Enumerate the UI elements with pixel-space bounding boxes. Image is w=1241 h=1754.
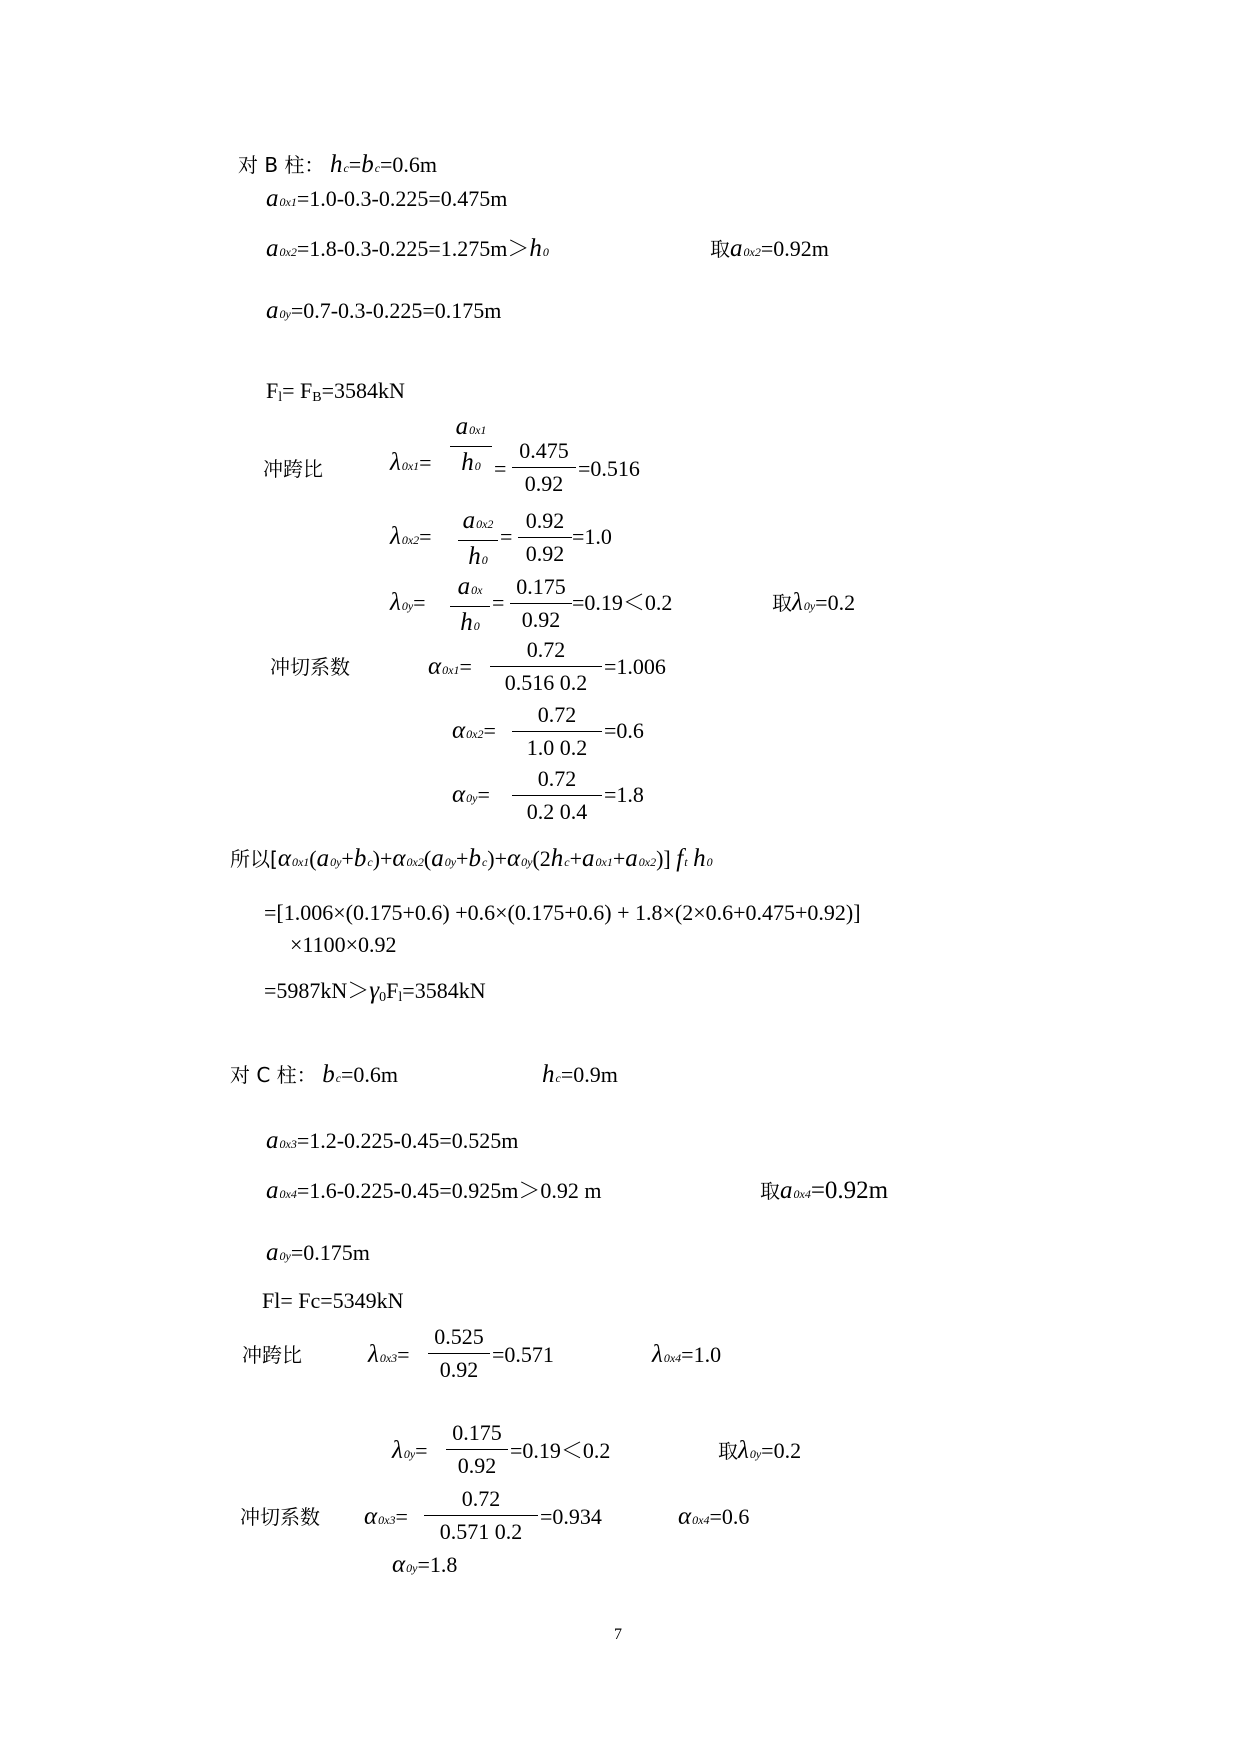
a-subscript: 0x2 <box>279 245 297 259</box>
fraction-numerator <box>450 574 490 603</box>
lambda-subscript: 0x3 <box>379 1351 398 1365</box>
alpha-symbol: α <box>364 1503 378 1530</box>
alpha-0x2-fraction <box>512 702 602 761</box>
lambda-0y-c-lhs <box>392 1438 428 1467</box>
lambda-0y-lhs <box>390 590 426 619</box>
a-symbol: a <box>582 845 595 872</box>
lambda-0y-c-result <box>510 1438 610 1464</box>
take-a0x4 <box>760 1178 888 1207</box>
fraction-denominator <box>450 450 492 479</box>
alpha-symbol: α <box>678 1503 692 1530</box>
gamma-subscript: 0 <box>379 990 387 1005</box>
fraction-denominator: 0.92 <box>524 471 564 496</box>
equals-sign: = <box>492 590 505 615</box>
a0x2-value: =1.8-0.3-0.225=1.275m＞ <box>296 236 530 261</box>
lambda-subscript: 0y <box>749 1447 762 1461</box>
a-subscript: 0x1 <box>595 855 613 869</box>
fraction-numerator: 0.72 <box>537 766 577 791</box>
take-lambda-0y <box>772 590 855 619</box>
result: =0.516 <box>578 456 640 481</box>
a0x1-line <box>266 186 507 215</box>
Fl-text: Fl= Fc=5349kN <box>262 1288 404 1313</box>
a-symbol: a <box>462 507 476 534</box>
heading-label: 对 C 柱： <box>230 1063 317 1087</box>
h-symbol: h <box>550 845 564 872</box>
hc-symbol: h <box>542 1061 555 1088</box>
a-symbol: a <box>730 235 743 262</box>
h-symbol: h <box>693 845 706 872</box>
F-mid: = F <box>282 378 313 403</box>
fraction-numerator: 0.525 <box>434 1324 484 1349</box>
fraction-denominator <box>458 544 498 573</box>
equals: = <box>397 1342 410 1367</box>
lambda-symbol: λ <box>738 1437 749 1464</box>
calc-text: ×1100×0.92 <box>290 932 397 957</box>
a-subscript: 0x2 <box>476 517 494 531</box>
F-symbol: F <box>386 978 399 1003</box>
a0x3-line <box>266 1128 518 1157</box>
f-subscript: t <box>684 855 688 869</box>
alpha-0x4 <box>678 1504 749 1533</box>
equals: = <box>415 1438 428 1463</box>
result: =0.571 <box>492 1342 554 1367</box>
fraction-denominator: 0.92 <box>457 1453 497 1478</box>
fraction-numerator: 0.92 <box>525 508 565 533</box>
lambda-subscript: 0x1 <box>401 459 420 473</box>
a0x4-value: =1.6-0.225-0.45=0.925m＞0.92 m <box>296 1178 602 1203</box>
fraction-bar <box>518 537 572 538</box>
bc-value: =0.6m <box>341 1062 399 1087</box>
fraction-numerator <box>450 414 492 443</box>
a-subscript: 0x <box>471 583 483 597</box>
alpha-0x4-value: =0.6 <box>709 1504 750 1529</box>
fraction-denominator <box>450 610 490 639</box>
lambda-0x3-lhs <box>368 1342 410 1371</box>
fraction-bar <box>512 731 602 732</box>
equals <box>500 524 512 550</box>
a0y-value: =0.175m <box>290 1240 370 1265</box>
lambda-0x4-value: =1.0 <box>681 1342 722 1367</box>
hc-equals: = <box>348 152 362 177</box>
b-subscript: c <box>481 855 488 869</box>
punching-capacity-formula: 所以[α0x1(a0y+bc)+α0x2(a0y+bc)+α0y(2hc+a0x1+a0x2)] ft h0 <box>230 845 713 872</box>
equals-sign: = <box>500 524 513 549</box>
take-label: 取 <box>718 1439 738 1463</box>
h-symbol: h <box>468 543 481 570</box>
a-symbol: a <box>266 297 279 324</box>
a0x1-value: =1.0-0.3-0.225=0.475m <box>296 186 508 211</box>
FB-subscript: B <box>312 390 322 405</box>
heading-label: 对 B 柱： <box>238 153 325 177</box>
section-c-heading <box>230 1062 398 1091</box>
fraction-denominator: 0.2 0.4 <box>526 799 588 824</box>
take-label: 取 <box>772 591 792 615</box>
fraction-denominator: 0.92 <box>521 607 561 632</box>
fraction-denominator: 0.92 <box>525 541 565 566</box>
lambda-symbol: λ <box>390 449 401 476</box>
a-symbol: a <box>780 1177 793 1204</box>
equals: = <box>419 450 432 475</box>
equals-sign: = <box>494 456 507 481</box>
a-subscript: 0y <box>279 307 291 321</box>
alpha-symbol: α <box>392 845 406 872</box>
fraction-bar <box>510 603 572 604</box>
calc-line-3 <box>264 978 486 1011</box>
equals: = <box>477 782 490 807</box>
lambda-0x1-lhs <box>390 450 432 479</box>
alpha-symbol: α <box>277 845 291 872</box>
alpha-symbol: α <box>507 845 521 872</box>
hc-subscript: c <box>555 1071 561 1085</box>
equals: = <box>395 1504 408 1529</box>
lambda-symbol: λ <box>652 1341 663 1368</box>
lambda-subscript: 0y <box>803 599 816 613</box>
calc-text: =3584kN <box>402 978 486 1003</box>
a0y-value: =0.7-0.3-0.225=0.175m <box>290 298 502 323</box>
alpha-0y-fraction <box>512 766 602 825</box>
alpha-subscript: 0y <box>466 791 478 805</box>
equals <box>492 590 504 616</box>
ratio-label: 冲跨比 <box>263 457 323 481</box>
calc-line-1 <box>264 900 861 926</box>
a-subscript: 0x2 <box>743 245 761 259</box>
lambda-subscript: 0y <box>401 599 414 613</box>
ratio-label: 冲跨比 <box>242 1343 302 1367</box>
formula-tail: )] <box>656 846 677 871</box>
a0x2-line <box>266 236 549 265</box>
F-subscript: l <box>398 990 403 1005</box>
a-subscript: 0x1 <box>469 423 487 437</box>
h-subscript: 0 <box>706 855 713 869</box>
lambda-0x2-symbolic-fraction <box>458 508 498 573</box>
bc-symbol: b <box>361 151 374 178</box>
lambda-0x2-result <box>572 524 612 550</box>
equals: = <box>483 718 496 743</box>
fraction-numerator: 0.175 <box>452 1420 502 1445</box>
a-subscript: 0y <box>444 855 457 869</box>
alpha-symbol: α <box>452 717 466 744</box>
a-symbol: a <box>316 845 330 872</box>
calc-line-2 <box>290 932 397 958</box>
a-symbol: a <box>431 845 444 872</box>
alpha-subscript: 0y <box>406 1561 418 1575</box>
alpha-0x2-lhs <box>452 718 496 747</box>
a0x3-value: =1.2-0.225-0.45=0.525m <box>296 1128 519 1153</box>
lambda-0x3-result <box>492 1342 554 1368</box>
a-symbol: a <box>266 1239 279 1266</box>
f-symbol: f <box>676 845 684 872</box>
fraction-denominator: 0.516 0.2 <box>504 670 588 695</box>
hc-symbol: h <box>329 151 343 178</box>
formula-prefix: 所以[ <box>230 847 278 871</box>
take-value: =0.2 <box>815 590 856 615</box>
alpha-0x2-result <box>604 718 644 744</box>
alpha-subscript: 0x3 <box>378 1513 396 1527</box>
alpha-symbol: α <box>392 1551 406 1578</box>
lambda-0x3-fraction <box>428 1324 490 1383</box>
alpha-0y-result <box>604 782 644 808</box>
lambda-0x2-lhs <box>390 524 432 553</box>
coef-label-b <box>270 654 350 680</box>
fraction-bar <box>450 606 490 607</box>
ratio-label-b <box>263 456 323 482</box>
lambda-0y-fraction <box>510 574 572 633</box>
a-subscript: 0x1 <box>279 195 297 209</box>
alpha-0y-value: =1.8 <box>417 1552 458 1577</box>
h-subscript: 0 <box>473 619 480 633</box>
alpha-subscript: 0x4 <box>692 1513 710 1527</box>
fraction-bar <box>450 446 492 447</box>
hc-subscript: c <box>343 161 349 175</box>
a0y-c-line <box>266 1240 370 1269</box>
section-c-hc <box>542 1062 618 1091</box>
fraction-denominator: 0.92 <box>439 1357 479 1382</box>
alpha-0x3-result <box>540 1504 602 1530</box>
lambda-0x1-fraction <box>512 438 576 497</box>
hc-value: =0.9m <box>560 1062 618 1087</box>
a-symbol: a <box>625 845 638 872</box>
alpha-0x1-lhs <box>428 654 472 683</box>
fraction-bar <box>512 467 576 468</box>
lambda-symbol: λ <box>368 1341 379 1368</box>
result: =1.0 <box>572 524 612 549</box>
alpha-0x3-lhs <box>364 1504 408 1533</box>
alpha-symbol: α <box>452 781 466 808</box>
take-lambda-0y-c <box>718 1438 801 1467</box>
calc-text: =[1.006×(0.175+0.6) +0.6×(0.175+0.6) + 1.8×(2×0.6+0.475+0.92)] <box>264 900 861 925</box>
fraction-bar <box>424 1515 538 1516</box>
alpha-symbol: α <box>428 653 442 680</box>
result: =1.006 <box>604 654 666 679</box>
fraction-bar <box>446 1449 508 1450</box>
lambda-0y-symbolic-fraction <box>450 574 490 639</box>
lambda-0y-c-fraction <box>446 1420 508 1479</box>
a-subscript: 0y <box>330 855 342 869</box>
h-subscript: 0 <box>474 459 481 473</box>
a-subscript: 0y <box>279 1249 291 1263</box>
lambda-subscript: 0x4 <box>663 1351 682 1365</box>
lambda-0y-result <box>572 590 672 616</box>
take-value: =0.2 <box>761 1438 802 1463</box>
take-label: 取 <box>710 237 730 261</box>
a-symbol: a <box>457 573 471 600</box>
section-b-heading <box>238 152 437 181</box>
b-subscript: c <box>367 855 373 869</box>
alpha-subscript: 0x2 <box>406 855 424 869</box>
equals: = <box>413 590 426 615</box>
bc-subscript: c <box>374 161 381 175</box>
equals: = <box>459 654 472 679</box>
fraction-bar <box>490 666 602 667</box>
take-value: =0.92m <box>810 1177 889 1204</box>
F-subscript: l <box>278 390 283 405</box>
calc-text: =5987kN＞ <box>264 978 370 1003</box>
bc-symbol: b <box>322 1061 335 1088</box>
Fl-value: =3584kN <box>321 378 405 403</box>
lambda-0x1-result <box>578 456 640 482</box>
fraction-bar <box>428 1353 490 1354</box>
coef-label: 冲切系数 <box>240 1505 320 1529</box>
result: =0.19＜0.2 <box>510 1438 611 1463</box>
bc-value: =0.6m <box>380 152 438 177</box>
a-symbol: a <box>266 1127 279 1154</box>
h0-symbol: h <box>529 235 542 262</box>
lambda-subscript: 0x2 <box>401 533 420 547</box>
a-subscript: 0x4 <box>793 1187 811 1201</box>
fraction-numerator <box>458 508 498 537</box>
lambda-0x1-symbolic-fraction <box>450 414 492 479</box>
h-subscript: 0 <box>481 553 488 567</box>
take-value: =0.92m <box>760 236 829 261</box>
alpha-subscript: 0y <box>521 855 533 869</box>
fraction-numerator: 0.475 <box>519 438 569 463</box>
fl-c-line <box>262 1288 404 1314</box>
a0y-line <box>266 298 501 327</box>
fraction-bar <box>512 795 602 796</box>
fraction-denominator: 1.0 0.2 <box>526 735 588 760</box>
ratio-label-c <box>242 1342 302 1368</box>
equals <box>494 456 506 482</box>
result: =1.8 <box>604 782 644 807</box>
a-symbol: a <box>455 413 469 440</box>
h0-subscript: 0 <box>542 245 549 259</box>
a-symbol: a <box>266 1177 279 1204</box>
coef-label-c <box>240 1504 320 1530</box>
h-symbol: h <box>461 449 474 476</box>
a0x4-line <box>266 1178 602 1207</box>
a-symbol: a <box>266 185 279 212</box>
take-a0x2 <box>710 236 829 265</box>
a-subscript: 0x4 <box>279 1187 297 1201</box>
result: =0.934 <box>540 1504 602 1529</box>
b-symbol: b <box>468 845 481 872</box>
page-number: 7 <box>614 1626 622 1643</box>
result: =0.6 <box>604 718 644 743</box>
alpha-0x3-fraction <box>424 1486 538 1545</box>
h-subscript: c <box>564 855 570 869</box>
lambda-0x2-fraction <box>518 508 572 567</box>
fraction-numerator: 0.72 <box>461 1486 501 1511</box>
gamma-symbol: γ <box>369 977 380 1004</box>
F-symbol: F <box>266 378 279 403</box>
h-symbol: h <box>460 609 473 636</box>
equals: = <box>419 524 432 549</box>
alpha-subscript: 0x1 <box>291 855 310 869</box>
alpha-0y-lhs <box>452 782 490 811</box>
alpha-0x1-result <box>604 654 666 680</box>
b-symbol: b <box>353 845 367 872</box>
fraction-denominator: 0.571 0.2 <box>439 1519 523 1544</box>
fraction-numerator: 0.175 <box>516 574 566 599</box>
a-symbol: a <box>266 235 279 262</box>
alpha-subscript: 0x2 <box>466 727 484 741</box>
alpha-0y-c <box>392 1552 457 1581</box>
fl-line <box>266 378 405 411</box>
lambda-subscript: 0y <box>403 1447 416 1461</box>
bc-subscript: c <box>335 1071 342 1085</box>
a-subscript: 0x3 <box>279 1137 297 1151</box>
result: =0.19＜0.2 <box>572 590 673 615</box>
alpha-subscript: 0x1 <box>442 663 460 677</box>
fraction-numerator: 0.72 <box>526 637 566 662</box>
fraction-bar <box>458 540 498 541</box>
lambda-symbol: λ <box>792 589 803 616</box>
lambda-symbol: λ <box>390 523 401 550</box>
coef-label: 冲切系数 <box>270 655 350 679</box>
lambda-symbol: λ <box>392 1437 403 1464</box>
fraction-numerator: 0.72 <box>537 702 577 727</box>
a-subscript: 0x2 <box>638 855 657 869</box>
lambda-0x4 <box>652 1342 721 1371</box>
lambda-symbol: λ <box>390 589 401 616</box>
alpha-0x1-fraction <box>490 637 602 696</box>
take-label: 取 <box>760 1179 780 1203</box>
